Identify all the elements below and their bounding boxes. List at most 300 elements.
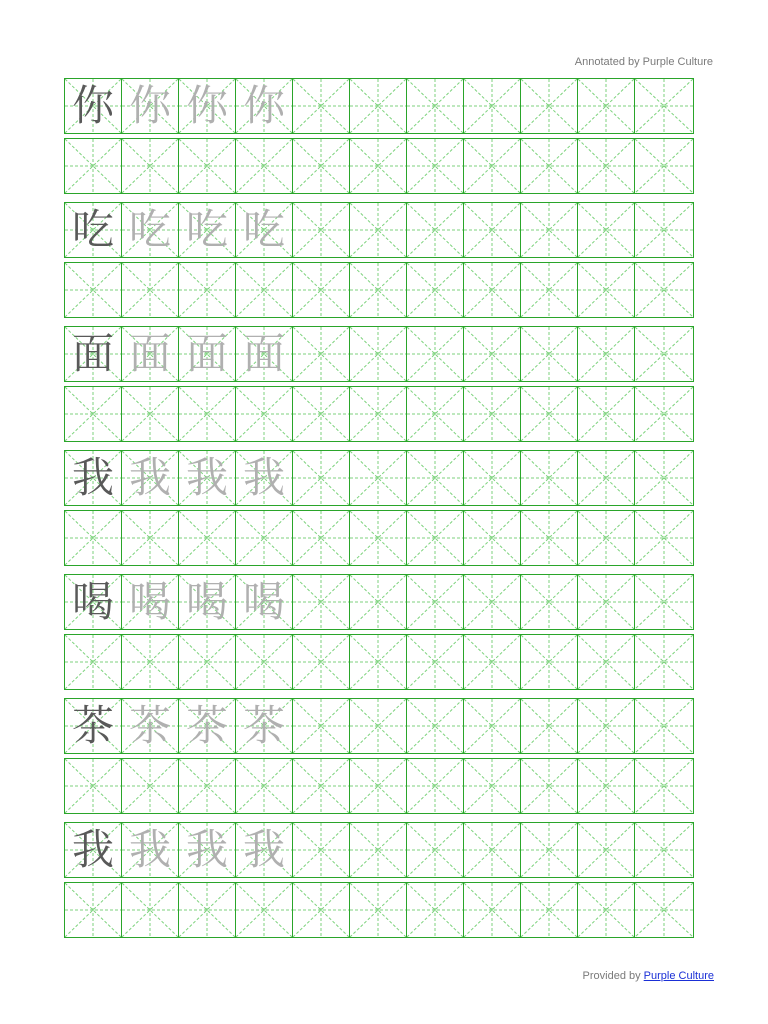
practice-cell <box>635 263 693 317</box>
practice-cell <box>635 511 693 565</box>
practice-cell <box>236 451 293 505</box>
practice-cell <box>350 635 407 689</box>
practice-cell <box>578 327 635 381</box>
practice-cell <box>65 883 122 937</box>
practice-cell <box>122 759 179 813</box>
trace-character: 我 <box>128 825 171 874</box>
practice-cell <box>179 511 236 565</box>
practice-cell <box>521 699 578 753</box>
trace-character: 茶 <box>128 701 171 750</box>
practice-cell <box>293 823 350 877</box>
practice-cell <box>350 203 407 257</box>
mi-grid-guide <box>122 139 178 193</box>
practice-cell <box>464 759 521 813</box>
practice-cell <box>65 451 122 505</box>
practice-row-blank <box>64 634 694 690</box>
mi-grid-guide <box>521 451 577 505</box>
mi-grid-guide <box>122 387 178 441</box>
mi-grid-guide <box>578 759 634 813</box>
mi-grid-guide <box>635 139 693 193</box>
mi-grid-guide <box>122 759 178 813</box>
mi-grid-guide <box>578 203 634 257</box>
mi-grid-guide <box>65 263 121 317</box>
mi-grid-guide <box>293 139 349 193</box>
practice-cell <box>464 575 521 629</box>
practice-cell <box>521 883 578 937</box>
practice-cell <box>293 139 350 193</box>
practice-cell <box>464 139 521 193</box>
trace-character: 茶 <box>185 701 228 750</box>
mi-grid-guide <box>521 883 577 937</box>
mi-grid-guide <box>65 635 121 689</box>
practice-row-blank <box>64 882 694 938</box>
practice-cell <box>464 263 521 317</box>
trace-character: 你 <box>185 81 228 130</box>
practice-cell <box>179 451 236 505</box>
practice-cell <box>407 79 464 133</box>
mi-grid-guide <box>407 263 463 317</box>
practice-cell <box>407 699 464 753</box>
practice-cell <box>635 759 693 813</box>
mi-grid-guide <box>578 575 634 629</box>
mi-grid-guide <box>635 387 693 441</box>
mi-grid-guide <box>635 823 693 877</box>
mi-grid-guide <box>578 387 634 441</box>
mi-grid-guide <box>578 823 634 877</box>
trace-character: 茶 <box>242 701 285 750</box>
mi-grid-guide <box>407 79 463 133</box>
practice-cell <box>578 79 635 133</box>
header-annotation: Annotated by Purple Culture <box>574 56 713 68</box>
practice-cell <box>65 327 122 381</box>
practice-cell <box>407 203 464 257</box>
mi-grid-guide <box>464 139 520 193</box>
practice-row-blank <box>64 758 694 814</box>
practice-row-blank <box>64 510 694 566</box>
practice-row-model <box>64 78 694 134</box>
practice-cell <box>293 263 350 317</box>
practice-cell <box>635 883 693 937</box>
practice-cell <box>122 511 179 565</box>
practice-cell <box>293 79 350 133</box>
mi-grid-guide <box>179 263 235 317</box>
mi-grid-guide <box>293 79 349 133</box>
practice-cell <box>578 823 635 877</box>
trace-character: 吃 <box>185 205 228 254</box>
mi-grid-guide <box>464 79 520 133</box>
mi-grid-guide <box>350 139 406 193</box>
mi-grid-guide <box>122 883 178 937</box>
practice-cell <box>65 823 122 877</box>
practice-cell <box>236 575 293 629</box>
mi-grid-guide <box>521 575 577 629</box>
mi-grid-guide <box>407 139 463 193</box>
practice-cell <box>350 79 407 133</box>
trace-character: 吃 <box>242 205 285 254</box>
practice-cell <box>293 511 350 565</box>
practice-cell <box>179 139 236 193</box>
practice-cell <box>65 79 122 133</box>
mi-grid-guide <box>293 387 349 441</box>
mi-grid-guide <box>407 823 463 877</box>
mi-grid-guide <box>179 635 235 689</box>
mi-grid-guide <box>350 387 406 441</box>
practice-cell <box>236 883 293 937</box>
practice-cell <box>122 575 179 629</box>
practice-cell <box>122 823 179 877</box>
trace-character: 我 <box>185 825 228 874</box>
mi-grid-guide <box>122 263 178 317</box>
mi-grid-guide <box>407 511 463 565</box>
mi-grid-guide <box>635 451 693 505</box>
mi-grid-guide <box>350 203 406 257</box>
practice-cell <box>179 699 236 753</box>
practice-cell <box>65 635 122 689</box>
mi-grid-guide <box>464 451 520 505</box>
practice-cell <box>350 327 407 381</box>
mi-grid-guide <box>293 759 349 813</box>
mi-grid-guide <box>521 511 577 565</box>
mi-grid-guide <box>464 759 520 813</box>
practice-cell <box>179 387 236 441</box>
mi-grid-guide <box>635 759 693 813</box>
practice-cell <box>293 699 350 753</box>
practice-row-model <box>64 326 694 382</box>
practice-cell <box>293 451 350 505</box>
mi-grid-guide <box>65 883 121 937</box>
trace-character: 面 <box>242 329 285 378</box>
practice-cell <box>65 139 122 193</box>
practice-cell <box>350 699 407 753</box>
practice-cell <box>635 823 693 877</box>
mi-grid-guide <box>407 883 463 937</box>
mi-grid-guide <box>407 203 463 257</box>
practice-cell <box>65 759 122 813</box>
practice-cell <box>122 699 179 753</box>
mi-grid-guide <box>236 635 292 689</box>
mi-grid-guide <box>407 327 463 381</box>
practice-cell <box>635 575 693 629</box>
mi-grid-guide <box>635 883 693 937</box>
model-character: 吃 <box>71 205 114 254</box>
practice-cell <box>179 575 236 629</box>
practice-cell <box>407 139 464 193</box>
mi-grid-guide <box>464 883 520 937</box>
model-character: 茶 <box>71 701 114 750</box>
practice-cell <box>407 451 464 505</box>
practice-cell <box>635 387 693 441</box>
practice-cell <box>179 79 236 133</box>
practice-cell <box>236 139 293 193</box>
mi-grid-guide <box>179 759 235 813</box>
practice-cell <box>179 327 236 381</box>
mi-grid-guide <box>578 139 634 193</box>
trace-character: 我 <box>185 453 228 502</box>
mi-grid-guide <box>464 823 520 877</box>
practice-cell <box>521 823 578 877</box>
practice-cell <box>407 263 464 317</box>
mi-grid-guide <box>293 203 349 257</box>
mi-grid-guide <box>350 511 406 565</box>
mi-grid-guide <box>578 451 634 505</box>
mi-grid-guide <box>293 883 349 937</box>
practice-cell <box>578 759 635 813</box>
mi-grid-guide <box>521 263 577 317</box>
mi-grid-guide <box>578 79 634 133</box>
mi-grid-guide <box>578 635 634 689</box>
practice-cell <box>578 575 635 629</box>
mi-grid-guide <box>350 451 406 505</box>
practice-cell <box>407 327 464 381</box>
practice-cell <box>65 699 122 753</box>
mi-grid-guide <box>635 635 693 689</box>
practice-cell <box>122 203 179 257</box>
mi-grid-guide <box>350 327 406 381</box>
mi-grid-guide <box>464 511 520 565</box>
practice-cell <box>635 699 693 753</box>
practice-cell <box>521 511 578 565</box>
mi-grid-guide <box>293 451 349 505</box>
mi-grid-guide <box>635 699 693 753</box>
practice-cell <box>464 883 521 937</box>
mi-grid-guide <box>635 263 693 317</box>
practice-cell <box>293 759 350 813</box>
practice-cell <box>179 263 236 317</box>
practice-cell <box>521 451 578 505</box>
trace-character: 你 <box>128 81 171 130</box>
practice-cell <box>236 511 293 565</box>
mi-grid-guide <box>293 635 349 689</box>
practice-cell <box>179 635 236 689</box>
mi-grid-guide <box>464 635 520 689</box>
practice-cell <box>65 387 122 441</box>
mi-grid-guide <box>350 263 406 317</box>
practice-cell <box>635 451 693 505</box>
practice-cell <box>293 203 350 257</box>
practice-cell <box>407 635 464 689</box>
practice-cell <box>179 203 236 257</box>
practice-cell <box>236 635 293 689</box>
footer-prefix: Provided by <box>582 970 641 982</box>
purple-culture-link[interactable]: Purple Culture <box>643 970 714 982</box>
mi-grid-guide <box>635 79 693 133</box>
mi-grid-guide <box>350 823 406 877</box>
mi-grid-guide <box>407 635 463 689</box>
mi-grid-guide <box>635 575 693 629</box>
practice-cell <box>122 79 179 133</box>
practice-cell <box>407 575 464 629</box>
mi-grid-guide <box>350 575 406 629</box>
mi-grid-guide <box>293 511 349 565</box>
practice-cell <box>350 263 407 317</box>
practice-cell <box>236 823 293 877</box>
practice-cell <box>521 387 578 441</box>
practice-cell <box>236 263 293 317</box>
mi-grid-guide <box>293 327 349 381</box>
practice-cell <box>236 203 293 257</box>
practice-cell <box>464 699 521 753</box>
mi-grid-guide <box>350 79 406 133</box>
mi-grid-guide <box>65 759 121 813</box>
mi-grid-guide <box>407 451 463 505</box>
mi-grid-guide <box>350 635 406 689</box>
mi-grid-guide <box>464 387 520 441</box>
mi-grid-guide <box>236 759 292 813</box>
practice-cell <box>635 139 693 193</box>
practice-cell <box>407 387 464 441</box>
mi-grid-guide <box>521 823 577 877</box>
mi-grid-guide <box>407 699 463 753</box>
practice-cell <box>578 263 635 317</box>
practice-cell <box>236 759 293 813</box>
mi-grid-guide <box>350 699 406 753</box>
mi-grid-guide <box>293 575 349 629</box>
practice-cell <box>521 759 578 813</box>
mi-grid-guide <box>407 575 463 629</box>
mi-grid-guide <box>236 511 292 565</box>
practice-cell <box>65 575 122 629</box>
practice-row-model <box>64 202 694 258</box>
mi-grid-guide <box>635 327 693 381</box>
practice-cell <box>407 823 464 877</box>
mi-grid-guide <box>65 511 121 565</box>
practice-cell <box>122 883 179 937</box>
model-character: 我 <box>71 825 114 874</box>
mi-grid-guide <box>521 759 577 813</box>
mi-grid-guide <box>236 263 292 317</box>
mi-grid-guide <box>464 203 520 257</box>
practice-cell <box>464 511 521 565</box>
mi-grid-guide <box>236 139 292 193</box>
practice-cell <box>350 451 407 505</box>
practice-cell <box>635 635 693 689</box>
mi-grid-guide <box>578 699 634 753</box>
practice-cell <box>464 79 521 133</box>
mi-grid-guide <box>578 883 634 937</box>
practice-cell <box>578 203 635 257</box>
mi-grid-guide <box>293 699 349 753</box>
practice-cell <box>179 759 236 813</box>
practice-cell <box>521 635 578 689</box>
mi-grid-guide <box>578 327 634 381</box>
practice-cell <box>236 79 293 133</box>
mi-grid-guide <box>464 327 520 381</box>
mi-grid-guide <box>407 387 463 441</box>
mi-grid-guide <box>635 203 693 257</box>
practice-cell <box>578 451 635 505</box>
practice-row-blank <box>64 138 694 194</box>
mi-grid-guide <box>122 635 178 689</box>
practice-cell <box>407 883 464 937</box>
practice-cell <box>521 327 578 381</box>
mi-grid-guide <box>179 883 235 937</box>
mi-grid-guide <box>236 387 292 441</box>
mi-grid-guide <box>350 759 406 813</box>
practice-cell <box>578 635 635 689</box>
practice-cell <box>350 883 407 937</box>
mi-grid-guide <box>464 575 520 629</box>
model-character: 我 <box>71 453 114 502</box>
mi-grid-guide <box>236 883 292 937</box>
mi-grid-guide <box>521 79 577 133</box>
practice-cell <box>350 575 407 629</box>
practice-cell <box>179 883 236 937</box>
mi-grid-guide <box>464 699 520 753</box>
practice-row-model <box>64 450 694 506</box>
practice-cell <box>65 263 122 317</box>
trace-character: 喝 <box>242 577 285 626</box>
mi-grid-guide <box>65 139 121 193</box>
mi-grid-guide <box>578 263 634 317</box>
mi-grid-guide <box>65 387 121 441</box>
practice-cell <box>464 451 521 505</box>
practice-cell <box>407 759 464 813</box>
practice-cell <box>122 139 179 193</box>
practice-cell <box>578 883 635 937</box>
practice-cell <box>521 139 578 193</box>
mi-grid-guide <box>122 511 178 565</box>
practice-cell <box>236 327 293 381</box>
practice-cell <box>350 139 407 193</box>
practice-cell <box>122 327 179 381</box>
practice-cell <box>293 883 350 937</box>
practice-row-model <box>64 822 694 878</box>
trace-character: 喝 <box>128 577 171 626</box>
practice-cell <box>293 387 350 441</box>
mi-grid-guide <box>179 387 235 441</box>
mi-grid-guide <box>464 263 520 317</box>
practice-cell <box>521 263 578 317</box>
trace-character: 你 <box>242 81 285 130</box>
trace-character: 吃 <box>128 205 171 254</box>
practice-cell <box>65 511 122 565</box>
practice-cell <box>293 327 350 381</box>
trace-character: 面 <box>185 329 228 378</box>
mi-grid-guide <box>407 759 463 813</box>
mi-grid-guide <box>635 511 693 565</box>
mi-grid-guide <box>521 203 577 257</box>
practice-cell <box>464 823 521 877</box>
practice-cell <box>122 635 179 689</box>
practice-cell <box>293 635 350 689</box>
mi-grid-guide <box>521 699 577 753</box>
trace-character: 面 <box>128 329 171 378</box>
practice-row-model <box>64 574 694 630</box>
mi-grid-guide <box>521 327 577 381</box>
practice-cell <box>407 511 464 565</box>
practice-cell <box>122 263 179 317</box>
practice-cell <box>464 327 521 381</box>
practice-cell <box>350 511 407 565</box>
footer <box>583 970 714 982</box>
mi-grid-guide <box>521 139 577 193</box>
practice-cell <box>350 759 407 813</box>
practice-cell <box>521 575 578 629</box>
practice-cell <box>464 635 521 689</box>
practice-cell <box>521 79 578 133</box>
trace-character: 我 <box>242 825 285 874</box>
mi-grid-guide <box>521 635 577 689</box>
mi-grid-guide <box>293 263 349 317</box>
practice-cell <box>464 387 521 441</box>
mi-grid-guide <box>179 511 235 565</box>
practice-cell <box>350 823 407 877</box>
practice-cell <box>464 203 521 257</box>
mi-grid-guide <box>521 387 577 441</box>
practice-cell <box>122 451 179 505</box>
practice-cell <box>578 699 635 753</box>
practice-cell <box>578 387 635 441</box>
